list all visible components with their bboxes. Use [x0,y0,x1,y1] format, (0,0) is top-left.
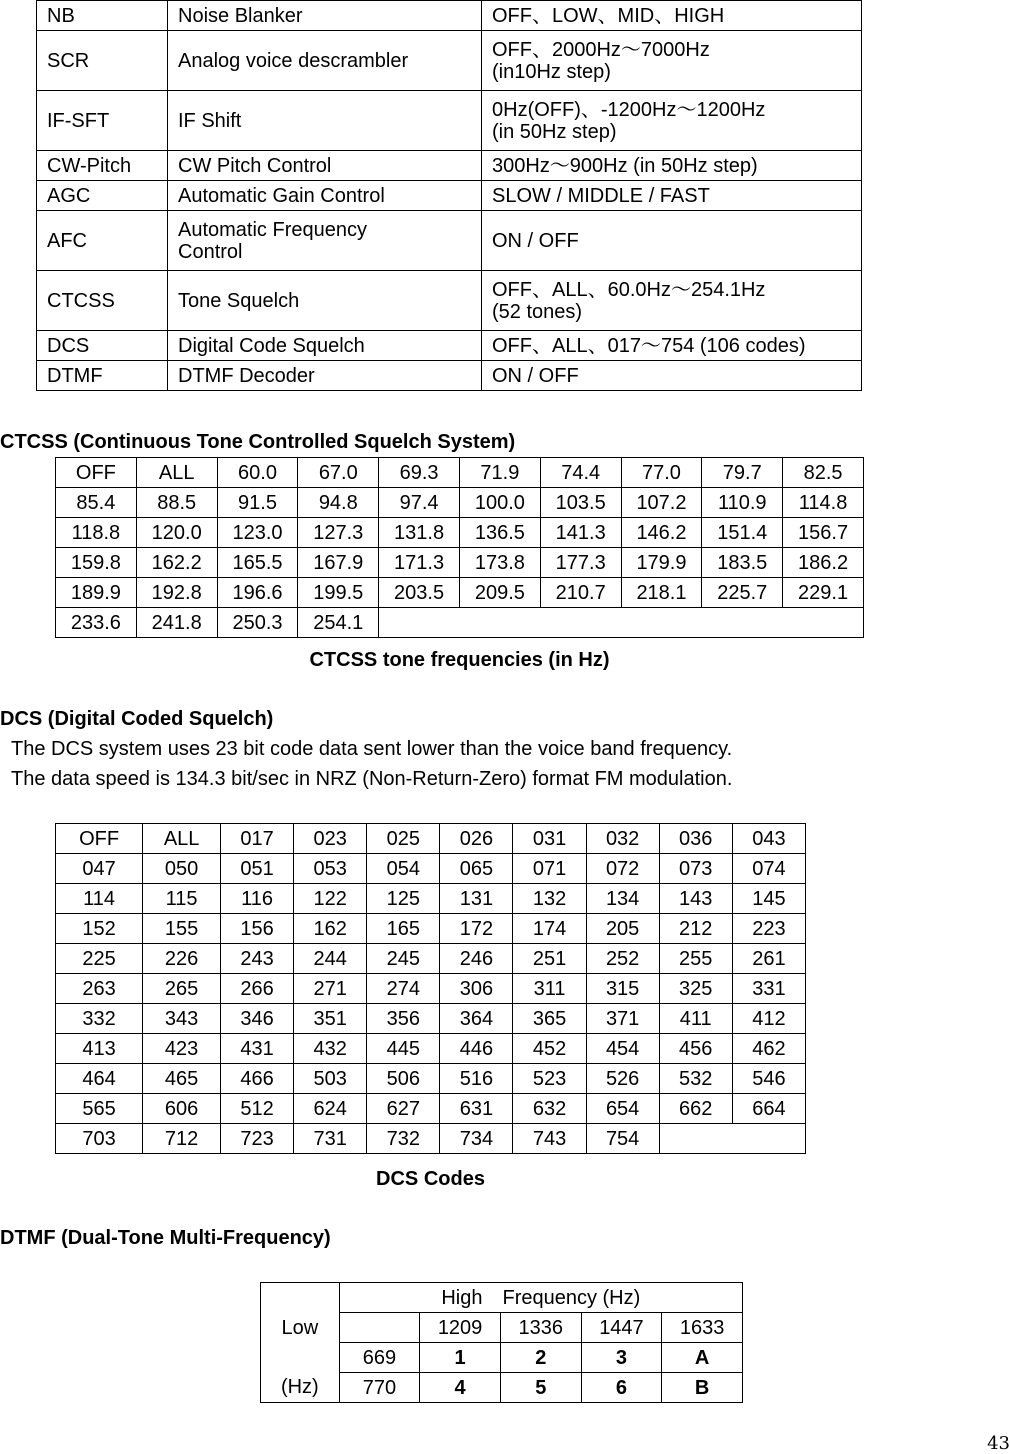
dtmf-header-row [261,1283,743,1313]
dcs-cell: 723 [221,1124,294,1154]
dcs-cell: 072 [586,854,659,884]
dcs-cell: 223 [732,914,805,944]
spec-function: CW Pitch Control [168,151,482,181]
dcs-cell: 226 [143,944,221,974]
dtmf-low-spacer [261,1343,340,1373]
dcs-cell: 446 [440,1034,513,1064]
dcs-cell: 162 [294,914,367,944]
dtmf-key: 1 [420,1343,501,1373]
dcs-cell: 606 [143,1094,221,1124]
dcs-cell: 251 [513,944,586,974]
spec-function: Automatic Gain Control [168,181,482,211]
dcs-cell: 632 [513,1094,586,1124]
dtmf-row-770 [261,1373,743,1403]
dcs-heading: DCS (Digital Coded Squelch) [0,708,274,730]
spec-row [37,211,862,271]
ctcss-heading: CTCSS (Continuous Tone Controlled Squelch System) [0,431,516,453]
dtmf-key: 5 [500,1373,581,1403]
dcs-cell: 246 [440,944,513,974]
ctcss-row [56,458,864,488]
dcs-paragraph-2: The data speed is 134.3 bit/sec in NRZ (Non-Return-Zero) format FM modulation. [11,768,733,790]
dtmf-high-label: High Frequency (Hz) [339,1283,742,1313]
ctcss-cell: 120.0 [136,518,217,548]
dcs-row [56,824,806,854]
spec-abbrev: CW-Pitch [37,151,168,181]
dcs-row [56,1034,806,1064]
dcs-cell: 464 [56,1064,143,1094]
dcs-cell: 073 [659,854,732,884]
ctcss-cell: 67.0 [298,458,379,488]
spec-value-line: OFF、2000Hz～7000Hz [492,38,710,61]
dcs-cell: 516 [440,1064,513,1094]
dcs-cell: OFF [56,824,143,854]
dtmf-low-freq: 770 [339,1373,420,1403]
ctcss-cell: 203.5 [379,578,460,608]
spec-row [37,271,862,331]
ctcss-cell: 179.9 [621,548,702,578]
dcs-cell: 454 [586,1034,659,1064]
dcs-cell: 306 [440,974,513,1004]
dtmf-key: 3 [581,1343,662,1373]
ctcss-cell: 110.9 [702,488,783,518]
dcs-cell: 734 [440,1124,513,1154]
dcs-cell: 122 [294,884,367,914]
dcs-cell: 503 [294,1064,367,1094]
dcs-cell: 125 [367,884,440,914]
ctcss-cell: 127.3 [298,518,379,548]
dcs-cell: ALL [143,824,221,854]
dcs-cell: 412 [732,1004,805,1034]
dcs-cell: 532 [659,1064,732,1094]
dtmf-table [260,1282,743,1403]
dcs-cell: 031 [513,824,586,854]
spec-value-line: OFF、ALL、60.0Hz～254.1Hz [492,278,766,301]
dtmf-key: 2 [500,1343,581,1373]
function-spec-table [36,0,862,391]
ctcss-cell: 229.1 [783,578,864,608]
dcs-cell: 265 [143,974,221,1004]
ctcss-cell: ALL [136,458,217,488]
dcs-cell: 043 [732,824,805,854]
ctcss-row [56,488,864,518]
ctcss-cell: 71.9 [459,458,540,488]
dcs-cell: 225 [56,944,143,974]
dcs-cell: 343 [143,1004,221,1034]
spec-value: 300Hz～900Hz (in 50Hz step) [482,151,862,181]
ctcss-cell: 218.1 [621,578,702,608]
dcs-cell: 036 [659,824,732,854]
dcs-cell: 456 [659,1034,732,1064]
dcs-cell: 703 [56,1124,143,1154]
dcs-cell: 053 [294,854,367,884]
ctcss-cell: 156.7 [783,518,864,548]
dcs-row [56,884,806,914]
dcs-cell: 565 [56,1094,143,1124]
spec-row [37,1,862,31]
dcs-cell: 523 [513,1064,586,1094]
dcs-cell: 431 [221,1034,294,1064]
dcs-row [56,1124,806,1154]
dcs-cell: 172 [440,914,513,944]
dcs-cell: 255 [659,944,732,974]
dcs-cell: 732 [367,1124,440,1154]
dcs-cell: 754 [586,1124,659,1154]
spec-function: Analog voice descrambler [168,31,482,91]
dcs-cell: 274 [367,974,440,1004]
ctcss-table [55,457,864,638]
dcs-cell: 261 [732,944,805,974]
dcs-cell: 155 [143,914,221,944]
dcs-row [56,1064,806,1094]
dcs-cell: 512 [221,1094,294,1124]
dcs-cell: 134 [586,884,659,914]
spec-value: OFF、ALL、017～754 (106 codes) [482,331,862,361]
dcs-cell: 032 [586,824,659,854]
dcs-cell: 654 [586,1094,659,1124]
dcs-cell: 243 [221,944,294,974]
spec-value [482,91,862,151]
ctcss-cell: 162.2 [136,548,217,578]
dcs-cell: 017 [221,824,294,854]
dcs-codes-table [55,823,806,1154]
dcs-cell: 263 [56,974,143,1004]
ctcss-cell: 165.5 [217,548,298,578]
ctcss-cell: 88.5 [136,488,217,518]
dcs-row [56,1004,806,1034]
dcs-cell: 131 [440,884,513,914]
spec-function: Digital Code Squelch [168,331,482,361]
dtmf-empty-cell [339,1313,420,1343]
ctcss-cell: 82.5 [783,458,864,488]
dcs-row [56,1094,806,1124]
dcs-cell: 452 [513,1034,586,1064]
spec-value [482,31,862,91]
dcs-cell: 244 [294,944,367,974]
dcs-row [56,914,806,944]
ctcss-cell: 79.7 [702,458,783,488]
ctcss-cell: 118.8 [56,518,137,548]
ctcss-cell: 189.9 [56,578,137,608]
dcs-cell: 116 [221,884,294,914]
dcs-cell: 627 [367,1094,440,1124]
dcs-cell: 050 [143,854,221,884]
dtmf-high-freq: 1336 [500,1313,581,1343]
dcs-cell: 546 [732,1064,805,1094]
ctcss-row [56,608,864,638]
spec-row [37,361,862,391]
ctcss-cell: 94.8 [298,488,379,518]
ctcss-row [56,518,864,548]
ctcss-cell: 241.8 [136,608,217,638]
ctcss-cell: 146.2 [621,518,702,548]
spec-value: OFF、LOW、MID、HIGH [482,1,862,31]
spec-row [37,151,862,181]
ctcss-cell: 114.8 [783,488,864,518]
dcs-cell: 205 [586,914,659,944]
dcs-cell: 356 [367,1004,440,1034]
dtmf-high-freq-row [261,1313,743,1343]
ctcss-cell: 225.7 [702,578,783,608]
dcs-cell: 371 [586,1004,659,1034]
ctcss-cell: OFF [56,458,137,488]
dtmf-low-freq: 669 [339,1343,420,1373]
dcs-cell: 054 [367,854,440,884]
dcs-cell: 743 [513,1124,586,1154]
dtmf-high-freq: 1447 [581,1313,662,1343]
dtmf-corner-cell [261,1283,340,1313]
spec-value-line: (in 50Hz step) [492,120,617,143]
spec-value: SLOW / MIDDLE / FAST [482,181,862,211]
ctcss-caption: CTCSS tone frequencies (in Hz) [309,649,610,671]
dcs-cell: 413 [56,1034,143,1064]
dcs-cell: 664 [732,1094,805,1124]
spec-value-line: (52 tones) [492,300,583,323]
dcs-cell: 047 [56,854,143,884]
spec-abbrev: IF-SFT [37,91,168,151]
ctcss-cell: 186.2 [783,548,864,578]
ctcss-cell: 250.3 [217,608,298,638]
spec-function: Noise Blanker [168,1,482,31]
dcs-cell: 432 [294,1034,367,1064]
dcs-cell: 174 [513,914,586,944]
dcs-cell: 423 [143,1034,221,1064]
spec-function-line: Automatic Frequency [178,218,367,241]
spec-value-line: 0Hz(OFF)、-1200Hz～1200Hz [492,98,766,121]
dcs-cell: 631 [440,1094,513,1124]
dcs-cell: 364 [440,1004,513,1034]
ctcss-empty-cell [379,608,864,638]
ctcss-cell: 177.3 [540,548,621,578]
dcs-cell: 311 [513,974,586,1004]
ctcss-row [56,578,864,608]
dcs-cell: 506 [367,1064,440,1094]
spec-table-body [37,1,862,391]
spec-function: Tone Squelch [168,271,482,331]
spec-value-line: (in10Hz step) [492,60,611,83]
dcs-cell: 245 [367,944,440,974]
ctcss-cell: 91.5 [217,488,298,518]
dcs-cell: 662 [659,1094,732,1124]
ctcss-cell: 233.6 [56,608,137,638]
dcs-cell: 465 [143,1064,221,1094]
dcs-row [56,974,806,1004]
spec-function [168,211,482,271]
dcs-cell: 712 [143,1124,221,1154]
spec-value: ON / OFF [482,211,862,271]
dcs-cell: 145 [732,884,805,914]
dcs-cell: 526 [586,1064,659,1094]
dcs-cell: 065 [440,854,513,884]
dcs-cell: 731 [294,1124,367,1154]
dcs-cell: 156 [221,914,294,944]
spec-abbrev: SCR [37,31,168,91]
dcs-empty-cell [659,1124,805,1154]
ctcss-cell: 141.3 [540,518,621,548]
ctcss-cell: 183.5 [702,548,783,578]
ctcss-cell: 151.4 [702,518,783,548]
dcs-cell: 132 [513,884,586,914]
dtmf-heading: DTMF (Dual-Tone Multi-Frequency) [0,1227,331,1249]
dcs-paragraph-1: The DCS system uses 23 bit code data sent lower than the voice band frequency. [11,738,733,760]
spec-abbrev: DCS [37,331,168,361]
spec-function: DTMF Decoder [168,361,482,391]
dcs-cell: 051 [221,854,294,884]
dcs-cell: 466 [221,1064,294,1094]
dcs-cell: 165 [367,914,440,944]
dcs-cell: 331 [732,974,805,1004]
ctcss-cell: 85.4 [56,488,137,518]
dcs-cell: 325 [659,974,732,1004]
ctcss-cell: 77.0 [621,458,702,488]
spec-row [37,331,862,361]
ctcss-cell: 107.2 [621,488,702,518]
dtmf-low-label: Low [261,1313,340,1343]
ctcss-cell: 196.6 [217,578,298,608]
dtmf-hz-label: (Hz) [261,1373,340,1403]
dcs-cell: 315 [586,974,659,1004]
spec-abbrev: CTCSS [37,271,168,331]
ctcss-cell: 199.5 [298,578,379,608]
dtmf-key: 6 [581,1373,662,1403]
dcs-cell: 411 [659,1004,732,1034]
ctcss-cell: 60.0 [217,458,298,488]
ctcss-cell: 173.8 [459,548,540,578]
dcs-cell: 023 [294,824,367,854]
ctcss-cell: 209.5 [459,578,540,608]
spec-value [482,271,862,331]
dcs-cell: 071 [513,854,586,884]
dcs-cell: 152 [56,914,143,944]
spec-function: IF Shift [168,91,482,151]
ctcss-cell: 136.5 [459,518,540,548]
ctcss-cell: 192.8 [136,578,217,608]
dcs-cell: 365 [513,1004,586,1034]
dcs-cell: 462 [732,1034,805,1064]
ctcss-cell: 97.4 [379,488,460,518]
dcs-cell: 624 [294,1094,367,1124]
ctcss-cell: 254.1 [298,608,379,638]
dcs-cell: 346 [221,1004,294,1034]
ctcss-cell: 131.8 [379,518,460,548]
dcs-cell: 212 [659,914,732,944]
dcs-cell: 332 [56,1004,143,1034]
ctcss-cell: 167.9 [298,548,379,578]
spec-value: ON / OFF [482,361,862,391]
ctcss-row [56,548,864,578]
dcs-cell: 445 [367,1034,440,1064]
ctcss-cell: 69.3 [379,458,460,488]
dcs-cell: 252 [586,944,659,974]
dtmf-row-669 [261,1343,743,1373]
spec-function-line: Control [178,240,243,263]
dtmf-key: B [662,1373,743,1403]
dcs-cell: 025 [367,824,440,854]
spec-abbrev: DTMF [37,361,168,391]
ctcss-cell: 171.3 [379,548,460,578]
dcs-cell: 266 [221,974,294,1004]
dtmf-key: A [662,1343,743,1373]
dcs-cell: 271 [294,974,367,1004]
dtmf-key: 4 [420,1373,501,1403]
spec-abbrev: NB [37,1,168,31]
dtmf-high-freq: 1209 [420,1313,501,1343]
dcs-cell: 115 [143,884,221,914]
dcs-row [56,944,806,974]
dcs-cell: 074 [732,854,805,884]
dcs-caption: DCS Codes [376,1168,485,1190]
page-number: 43 [987,1433,1010,1454]
ctcss-cell: 103.5 [540,488,621,518]
ctcss-cell: 159.8 [56,548,137,578]
spec-row [37,31,862,91]
spec-row [37,181,862,211]
spec-abbrev: AFC [37,211,168,271]
dcs-row [56,854,806,884]
dcs-cell: 114 [56,884,143,914]
spec-row [37,91,862,151]
dtmf-high-freq: 1633 [662,1313,743,1343]
spec-abbrev: AGC [37,181,168,211]
ctcss-cell: 123.0 [217,518,298,548]
dcs-cell: 026 [440,824,513,854]
ctcss-cell: 210.7 [540,578,621,608]
ctcss-cell: 74.4 [540,458,621,488]
dcs-cell: 351 [294,1004,367,1034]
dcs-cell: 143 [659,884,732,914]
ctcss-cell: 100.0 [459,488,540,518]
